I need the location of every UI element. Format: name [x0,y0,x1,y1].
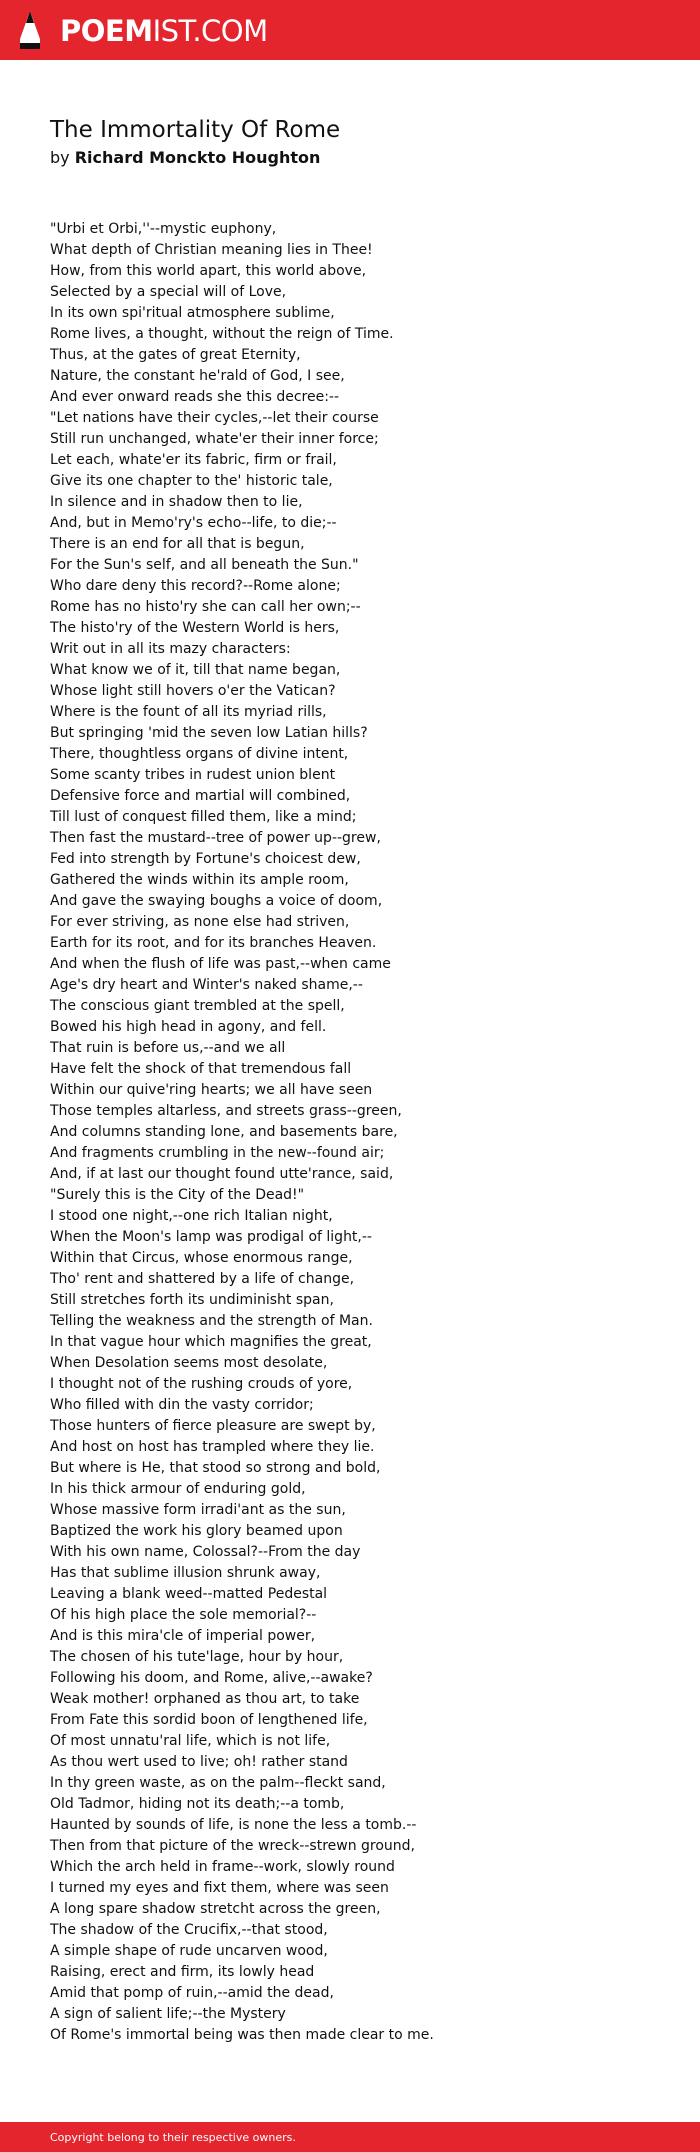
by-label: by [50,148,70,167]
author-name: Richard Monckto Houghton [74,148,321,167]
poem-line: Who dare deny this record?--Rome alone; [50,578,341,594]
poem-line: Of most unnatu'ral life, which is not life, [50,1733,331,1749]
poem-line: Has that sublime illusion shrunk away, [50,1565,321,1581]
poem-line: And fragments crumbling in the new--found air; [50,1145,385,1161]
poem-line: Those temples altarless, and streets grass--green, [50,1103,402,1119]
poem-line: And ever onward reads she this decree:-- [50,389,340,405]
poem-line: How, from this world apart, this world above, [50,263,367,279]
poem-line: What depth of Christian meaning lies in Thee! [50,242,373,258]
poem-line: In silence and in shadow then to lie, [50,494,303,510]
poem-line: Fed into strength by Fortune's choicest dew, [50,851,361,867]
poem-line: Where is the fount of all its myriad rills, [50,704,327,720]
poem-line: A sign of salient life;--the Mystery [50,2006,286,2022]
poem-line: Haunted by sounds of life, is none the less a tomb.-- [50,1817,417,1833]
poem-line: But springing 'mid the seven low Latian hills? [50,725,368,741]
poem-line: "Urbi et Orbi,''--mystic euphony, [50,221,277,237]
poem-line: As thou wert used to live; oh! rather stand [50,1754,348,1770]
poem-line: With his own name, Colossal?--From the day [50,1544,361,1560]
poem-line: Still stretches forth its undiminisht span, [50,1292,334,1308]
poem-line: Of Rome's immortal being was then made clear to me. [50,2027,434,2043]
poem-line: "Surely this is the City of the Dead!" [50,1187,305,1203]
poem-line: Within our quive'ring hearts; we all have seen [50,1082,373,1098]
poem-line: In that vague hour which magnifies the great, [50,1334,372,1350]
poem-line: For ever striving, as none else had striven, [50,914,350,930]
poem-line: There is an end for all that is begun, [50,536,305,552]
poem-line: The conscious giant trembled at the spell, [50,998,345,1014]
poem-line: Amid that pomp of ruin,--amid the dead, [50,1985,334,2001]
poem-line: Leaving a blank weed--matted Pedestal [50,1586,328,1602]
site-logo[interactable] [60,14,268,48]
logo-light-text: IST.COM [152,14,268,48]
poem-line: Raising, erect and firm, its lowly head [50,1964,315,1980]
poem-line: I stood one night,--one rich Italian night, [50,1208,333,1224]
poem-line: Have felt the shock of that tremendous fall [50,1061,352,1077]
poem-line: Let each, whate'er its fabric, firm or frail, [50,452,337,468]
poem-line: Earth for its root, and for its branches Heaven. [50,935,377,951]
poem-line: Then fast the mustard--tree of power up--grew, [50,830,381,846]
poem-line: Weak mother! orphaned as thou art, to take [50,1691,360,1707]
copyright-text: Copyright belong to their respective owners. [50,2131,296,2144]
poem-line: In thy green waste, as on the palm--fleckt sand, [50,1775,386,1791]
poem-line: The shadow of the Crucifix,--that stood, [50,1922,328,1938]
poem-line: Till lust of conquest filled them, like a mind; [50,809,357,825]
poem-line: Defensive force and martial will combined, [50,788,351,804]
poem-line: The chosen of his tute'lage, hour by hour, [50,1649,344,1665]
poem-line: In its own spi'ritual atmosphere sublime, [50,305,335,321]
poem-line: And gave the swaying boughs a voice of doom, [50,893,383,909]
poem-line: Following his doom, and Rome, alive,--awake? [50,1670,373,1686]
poem-line: A simple shape of rude uncarven wood, [50,1943,328,1959]
poem-line: That ruin is before us,--and we all [50,1040,286,1056]
poem-line: Then from that picture of the wreck--strewn ground, [50,1838,416,1854]
poem-line: A long spare shadow stretcht across the green, [50,1901,381,1917]
poem-line: And, if at last our thought found utte'rance, said, [50,1166,394,1182]
poem-line: Whose light still hovers o'er the Vatican? [50,683,336,699]
poem-line: And when the flush of life was past,--when came [50,956,391,972]
poem-line: Age's dry heart and Winter's naked shame,-- [50,977,363,993]
pen-nib-logo-icon[interactable] [16,9,44,51]
poem-line: Those hunters of fierce pleasure are swept by, [50,1418,376,1434]
poem-line: Bowed his high head in agony, and fell. [50,1019,327,1035]
poem-line: Baptized the work his glory beamed upon [50,1523,343,1539]
poem-line: Nature, the constant he'rald of God, I see, [50,368,345,384]
poem-line: "Let nations have their cycles,--let their course [50,410,379,426]
poem-line: And is this mira'cle of imperial power, [50,1628,316,1644]
poem-body [50,219,670,2046]
poem-line: There, thoughtless organs of divine intent, [50,746,349,762]
poem-line: Still run unchanged, whate'er their inner force; [50,431,379,447]
poem-byline [50,148,320,168]
site-footer [0,2122,700,2152]
poem-line: Writ out in all its mazy characters: [50,641,291,657]
poem-line: What know we of it, till that name began, [50,662,341,678]
poem-line: And, but in Memo'ry's echo--life, to die;-- [50,515,337,531]
poem-line: When Desolation seems most desolate, [50,1355,328,1371]
poem-line: Give its one chapter to the' historic tale, [50,473,333,489]
poem-line: From Fate this sordid boon of lengthened life, [50,1712,368,1728]
poem-line: And host on host has trampled where they lie. [50,1439,375,1455]
poem-line: The histo'ry of the Western World is hers, [50,620,340,636]
poem-line: I turned my eyes and fixt them, where was seen [50,1880,389,1896]
poem-line: For the Sun's self, and all beneath the Sun." [50,557,359,573]
poem-line: Whose massive form irradi'ant as the sun, [50,1502,346,1518]
poem-line: And columns standing lone, and basements bare, [50,1124,398,1140]
poem-line: Some scanty tribes in rudest union blent [50,767,336,783]
poem-line: Gathered the winds within its ample room, [50,872,349,888]
site-header [0,0,700,60]
poem-line: In his thick armour of enduring gold, [50,1481,306,1497]
poem-line: I thought not of the rushing crouds of yore, [50,1376,353,1392]
poem-title: The Immortality Of Rome [50,117,341,143]
poem-line: When the Moon's lamp was prodigal of light,-- [50,1229,372,1245]
poem-line: Telling the weakness and the strength of Man. [50,1313,373,1329]
poem-line: Of his high place the sole memorial?-- [50,1607,317,1623]
poem-line: But where is He, that stood so strong and bold, [50,1460,381,1476]
poem-line: Rome lives, a thought, without the reign of Time. [50,326,394,342]
poem-line: Which the arch held in frame--work, slowly round [50,1859,395,1875]
logo-bold-text: POEM [60,14,153,48]
poem-line: Rome has no histo'ry she can call her own;-- [50,599,361,615]
poem-line: Tho' rent and shattered by a life of change, [50,1271,355,1287]
poem-line: Within that Circus, whose enormous range, [50,1250,353,1266]
poem-line: Old Tadmor, hiding not its death;--a tomb, [50,1796,345,1812]
poem-line: Thus, at the gates of great Eternity, [50,347,301,363]
poem-line: Who filled with din the vasty corridor; [50,1397,314,1413]
poem-line: Selected by a special will of Love, [50,284,287,300]
